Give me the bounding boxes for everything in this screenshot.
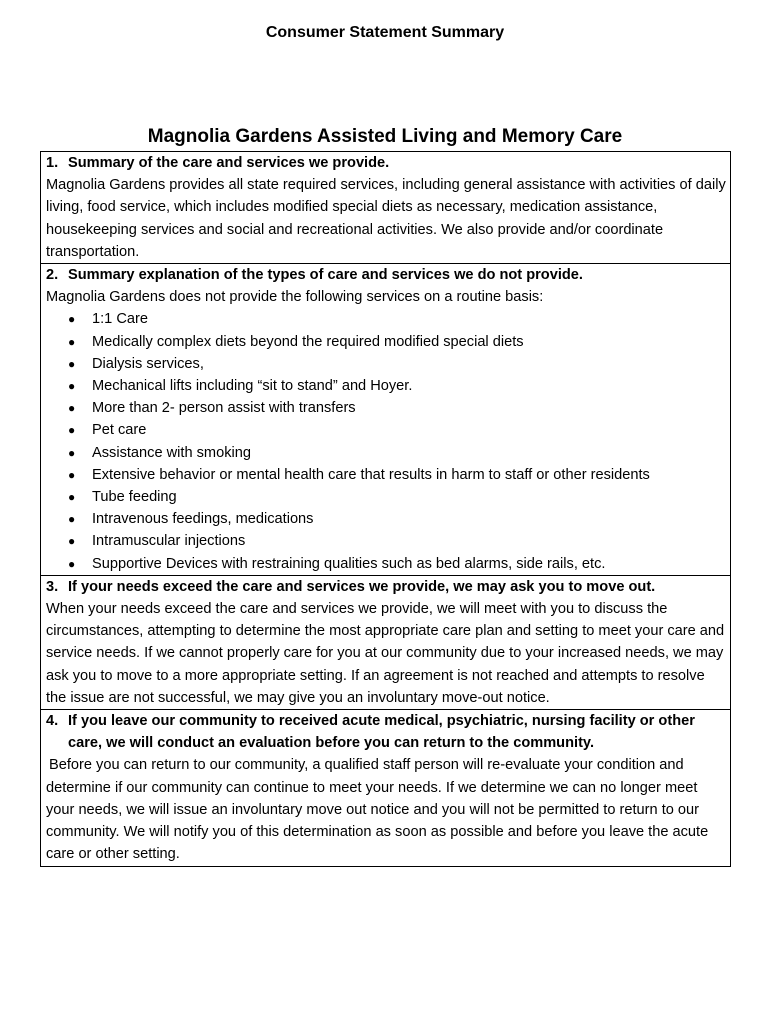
- section-4: [41, 710, 730, 865]
- section-4-body: Before you can return to our community, a qualified staff person will re-evaluate your condition and determine if our community can continue to meet your needs. If we determine we can no longer meet your needs, we will issue an involuntary move out notice and you will not be permitted to return to our community. We will notify you of this determination as soon as possible and before you leave the acute care or other setting.: [46, 757, 709, 863]
- bullet-icon: ●: [68, 534, 76, 549]
- bullet-icon: ●: [68, 490, 76, 505]
- list-item-text: Dialysis services,: [92, 355, 204, 372]
- section-1: [41, 152, 730, 264]
- bullet-icon: ●: [68, 467, 76, 482]
- list-item-text: Assistance with smoking: [92, 444, 251, 461]
- list-item: [46, 397, 726, 419]
- list-item-text: Intravenous feedings, medications: [92, 511, 314, 528]
- section-1-heading: [46, 152, 726, 174]
- section-3: [41, 576, 730, 710]
- list-item: [46, 353, 726, 375]
- list-item: [46, 486, 726, 508]
- section-4-heading: [46, 710, 726, 754]
- section-1-body: Magnolia Gardens provides all state required services, including general assistance with activities of daily living, food service, which includes modified special diets as necessary, medication assistance, housekeeping services and social and recreational activities. We also provide and/or coordinate transportation.: [46, 177, 726, 260]
- list-item: [46, 419, 726, 441]
- list-item-text: 1:1 Care: [92, 311, 148, 328]
- list-item: [46, 442, 726, 464]
- section-1-heading-text: Summary of the care and services we provide.: [68, 155, 390, 171]
- list-item-text: Extensive behavior or mental health care that results in harm to staff or other residents: [92, 466, 650, 483]
- bullet-icon: ●: [68, 312, 76, 327]
- list-item-text: More than 2- person assist with transfers: [92, 400, 356, 417]
- section-3-heading-text: If your needs exceed the care and services we provide, we may ask you to move out.: [68, 578, 656, 595]
- section-4-number: 4.: [46, 713, 59, 730]
- section-4-heading-text: If you leave our community to received acute medical, psychiatric, nursing facility or other care, we will conduct an evaluation before you can return to the community.: [68, 713, 695, 752]
- list-item-text: Tube feeding: [92, 489, 177, 506]
- list-item: [46, 308, 726, 330]
- organization-title: Magnolia Gardens Assisted Living and Memory Care: [147, 126, 623, 147]
- list-item: [46, 331, 726, 353]
- list-item-text: Supportive Devices with restraining qualities such as bed alarms, side rails, etc.: [92, 555, 606, 572]
- section-2: [41, 264, 730, 576]
- section-3-body: When your needs exceed the care and services we provide, we will meet with you to discuss the circumstances, attempting to determine the most appropriate care plan and setting to meet your care and service needs. If we cannot properly care for you at our community due to your increased needs, we may ask you to move to a more appropriate setting. If an agreement is not reached and attempts to resolve the issue are not successful, we may give you an involuntary move-out notice.: [46, 601, 725, 706]
- bullet-icon: ●: [68, 423, 76, 438]
- list-item-text: Intramuscular injections: [92, 533, 246, 550]
- bullet-icon: ●: [68, 356, 76, 371]
- bullet-icon: ●: [68, 445, 76, 460]
- list-item: [46, 508, 726, 530]
- section-3-heading: [46, 576, 726, 598]
- section-2-heading: [46, 264, 726, 286]
- section-3-number: 3.: [46, 578, 59, 595]
- list-item: [46, 464, 726, 486]
- list-item: [46, 375, 726, 397]
- list-item: [46, 530, 726, 552]
- section-2-body: Magnolia Gardens does not provide the following services on a routine basis:: [46, 289, 544, 306]
- statement-table: [40, 151, 731, 867]
- list-item-text: Medically complex diets beyond the required modified special diets: [92, 333, 524, 350]
- section-1-number: 1.: [46, 155, 59, 171]
- list-item-text: Mechanical lifts including “sit to stand” and Hoyer.: [92, 378, 413, 395]
- document-title: Consumer Statement Summary: [265, 24, 505, 41]
- excluded-services-list: [46, 308, 726, 574]
- bullet-icon: ●: [68, 379, 76, 394]
- bullet-icon: ●: [68, 401, 76, 416]
- section-2-heading-text: Summary explanation of the types of care and services we do not provide.: [68, 267, 583, 284]
- list-item: [46, 553, 726, 575]
- bullet-icon: ●: [68, 334, 76, 349]
- section-2-number: 2.: [46, 267, 59, 284]
- bullet-icon: ●: [68, 556, 76, 571]
- list-item-text: Pet care: [92, 422, 147, 439]
- bullet-icon: ●: [68, 512, 76, 527]
